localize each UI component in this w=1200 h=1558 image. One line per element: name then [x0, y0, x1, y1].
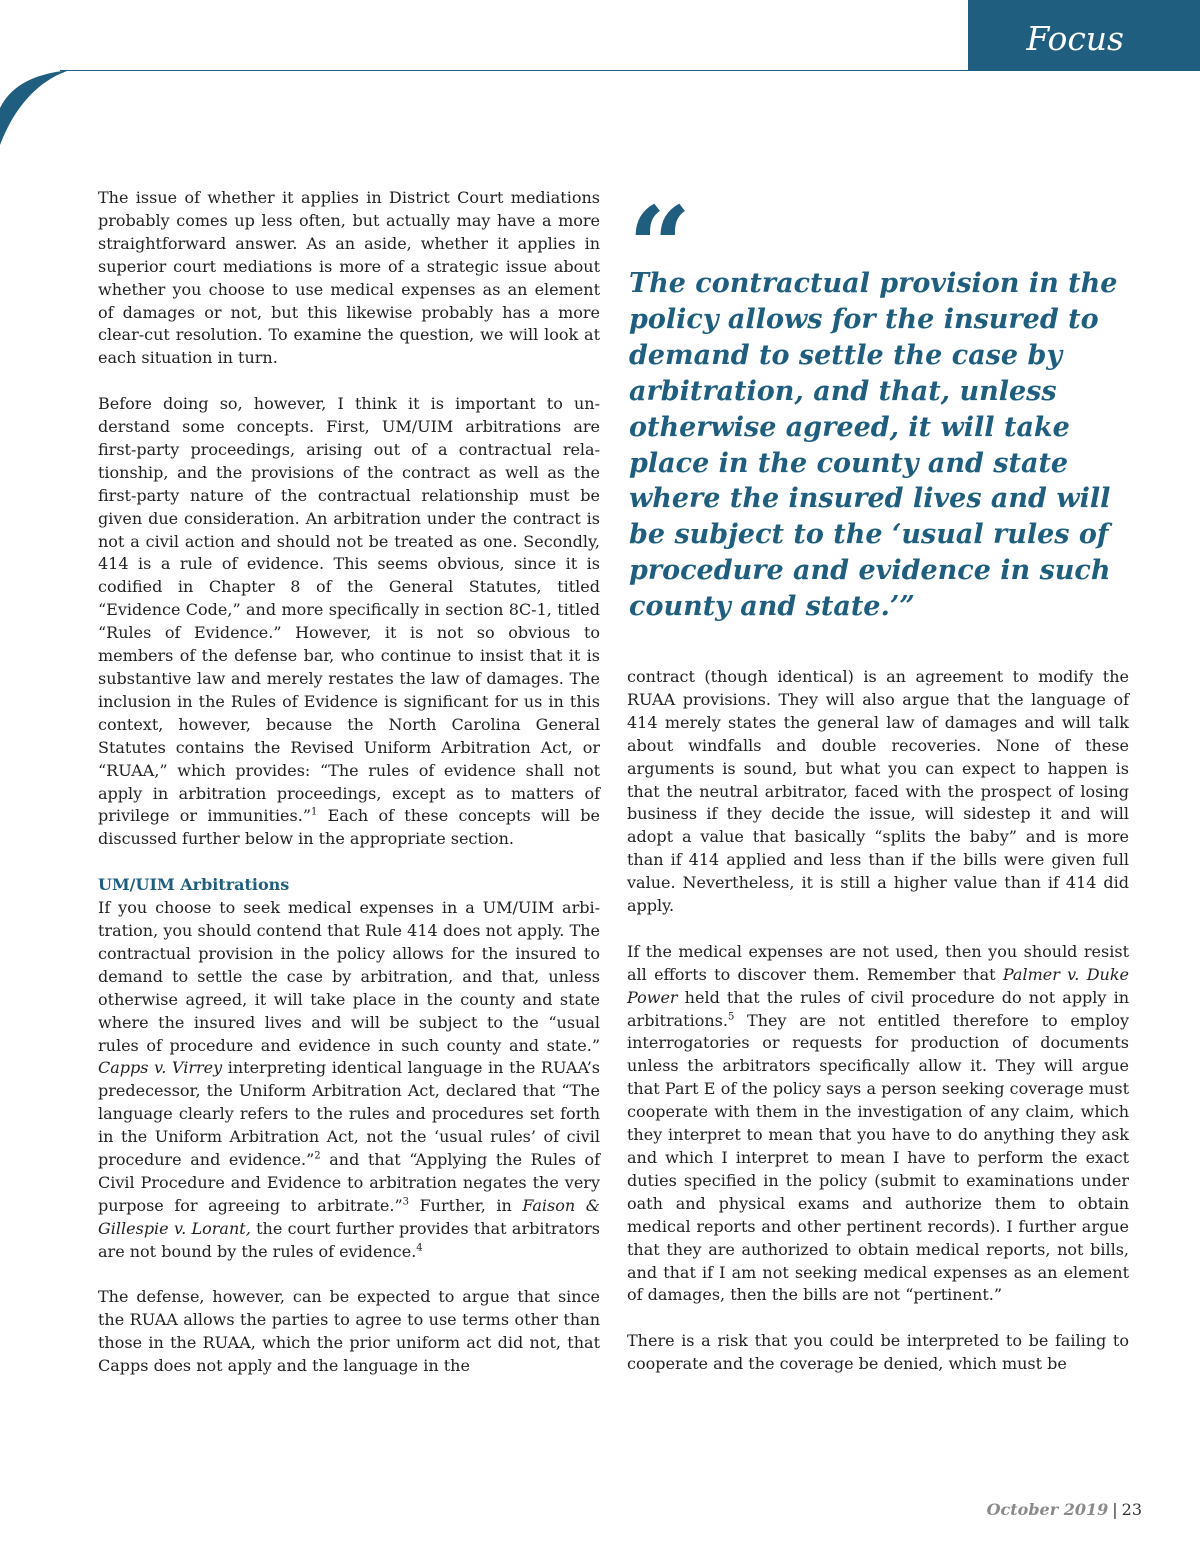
paragraph: Before doing so, however, I think it is important to understand some concepts. First, UM/UIM arbitrations are first-party proceedings, arising out of a contractual relationship, and the provisions of the contract as well as the first-party nature of the contractual relationship must be given due consideration. An arbitration under the contract is not a civil action and should not be treated as one. Secondly, 414 is a rule of evidence. This seems obvious, since it is codified in Chapter 8 of the General Statutes, titled “Evidence Code,” and more specifically in section 8C-1, titled “Rules of Evidence.” However, it is not so obvious to members of the defense bar, who continue to insist that it is substantive law and merely restates the law of damages. The inclusion in the Rules of Evidence is significant for us in this context, however, because the North Carolina General Statutes contains the Revised Uniform Arbitration Act, or “RUAA,” which provides: “The rules of evidence shall not apply in arbitration proceedings, except as to matters of privilege or immunities.”$^1$ Each of these concepts will be discussed further below in the appropriate section.: [98, 394, 600, 849]
page-footer: [987, 1500, 1142, 1520]
corner-decoration: [0, 70, 70, 145]
paragraph: If the medical expenses are not used, then you should resist all efforts to discover them. Remember that Palmer v. Duke Power held that the rules of civil procedure do not apply in arbitrations.$^5$ They are not entitled therefore to employ interrogatories or requests for production of documents unless the arbitrators specifically allow it. They will argue that Part E of the policy says a person seeking coverage must cooperate with them in the investigation of any claim, which they interpret to mean that you have to do anything they ask and which I interpret to mean I have to perform the exact duties specified in the policy (submit to examinations under oath and physical exams and authorize them to obtain medical reports and other pertinent records). I further argue that they are authorized to obtain medical reports, not bills, and that if I am not seeking medical expenses as an element of damages, then the bills are not “pertinent.”: [627, 941, 1129, 1305]
quote-mark-icon: “: [628, 182, 692, 311]
issue-date: October 2019: [986, 1500, 1109, 1519]
header-rule: [60, 70, 1200, 71]
section-heading: UM/UIM Arbitrations: [98, 875, 290, 895]
paragraph: contract (though identical) is an agreement to modify the RUAA provisions. They will also argue that the language of 414 merely states the general law of damages and will talk about windfalls and double recoveries. None of these arguments is sound, but what you can expect to happen is that the neutral arbitrator, faced with the prospect of losing business if they decide the issue, will sidestep it and will adopt a value that basically “splits the baby” and is more than if 414 applied and less than if the bills were given full value. Nevertheless, it is still a higher value than if 414 did apply.: [627, 667, 1129, 916]
case-name: Faison & Gillespie v. Lorant,: [98, 1195, 601, 1238]
paragraph: If you choose to seek medical expenses in a UM/UIM arbitration, you should contend that Rule 414 does not apply. The contractual provision in the policy allows for the insured to demand to settle the case by arbitration, and that, unless otherwise agreed, it will take place in the county and state where the insured lives and will be subject to the “usual rules of procedure and evidence in such county and state.” Capps v. Virrey interpreting identical language in the RUAA’s predecessor, the Uniform Arbitration Act, declared that “The language clearly refers to the rules and procedures set forth in the Uniform Arbitration Act, not the ‘usual rules’ of civil procedure and evidence.”$^2$ and that “Applying the Rules of Civil Procedure and Evidence to arbitration negates the very purpose for agreeing to arbitrate.”$^3$ Further, in Faison & Gillespie v. Lorant, the court further provides that arbitrators are not bound by the rules of evidence.$^4$: [98, 898, 601, 1261]
section-tab-label: Focus: [1026, 19, 1124, 58]
pull-quote: The contractual provision in the policy allows for the insured to demand to settle the case by arbitration, and that, unless otherwise agreed, it will take place in the county and state where the insured lives and will be subject to the ‘usual rules of procedure and evidence in such county and state.’”: [629, 268, 1118, 623]
footnote-ref: 3: [402, 1196, 410, 1208]
right-column: [627, 666, 1129, 1376]
footnote-ref: 1: [311, 807, 318, 819]
case-name: Palmer v. Duke Power: [627, 964, 1129, 1007]
footnote-ref: 2: [314, 1150, 321, 1162]
left-column: [98, 187, 600, 1378]
paragraph: There is a risk that you could be interpreted to be failing to cooperate and the coverage be denied, which must be: [627, 1331, 1129, 1374]
case-name: Capps v. Virrey: [98, 1058, 223, 1078]
footnote-ref: 5: [727, 1011, 735, 1023]
footnote-ref: 4: [416, 1242, 423, 1254]
paragraph: The defense, however, can be expected to argue that since the RUAA allows the parties to agree to use terms other than those in the RUAA, which the prior uniform act did not, that Capps does not apply and the language in the: [98, 1287, 600, 1376]
section-tab: [968, 0, 1200, 70]
page-number: 23: [1121, 1500, 1142, 1519]
footer-separator: |: [1112, 1500, 1118, 1519]
paragraph: The issue of whether it applies in District Court mediations probably comes up less often, but actually may have a more straightforward answer. As an aside, whether it applies in superior court mediations is more of a strategic issue about whether you choose to use medical expenses as an element of damages or not, but this likewise probably has a more clear-cut resolution. To examine the question, we will look at each situation in turn.: [98, 188, 600, 368]
